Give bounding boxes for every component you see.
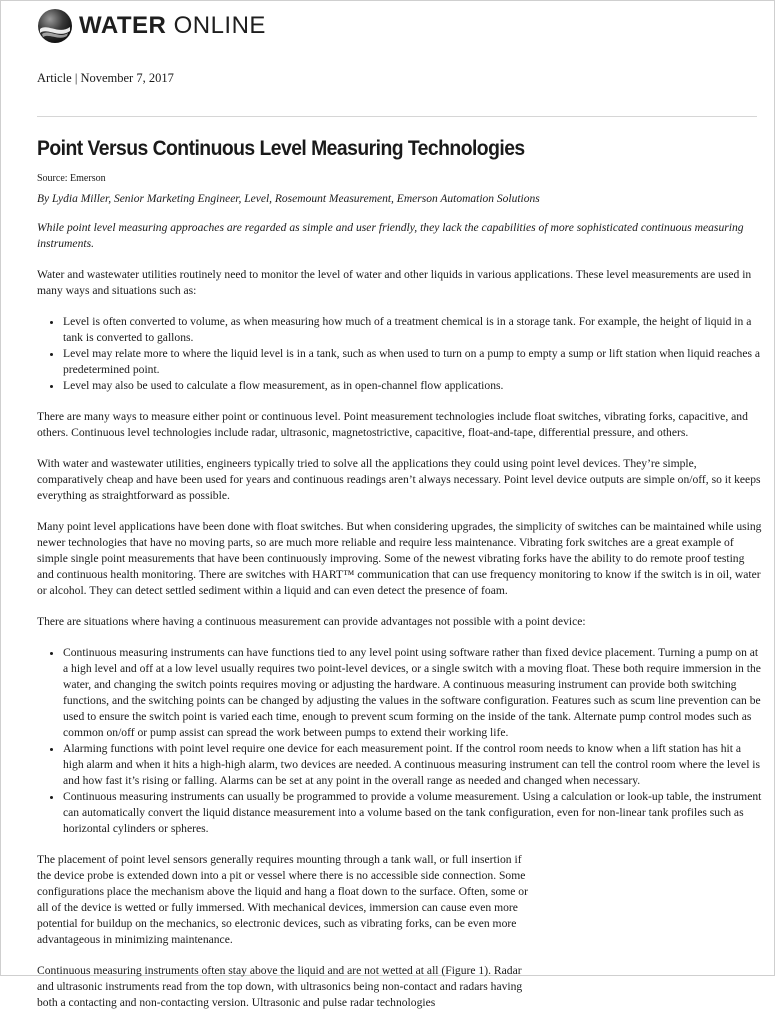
page-title: Point Versus Continuous Level Measuring Technologies: [37, 136, 525, 160]
logo-word-online: ONLINE: [173, 12, 266, 39]
list-item: • Level may relate more to where the liquid level is in a tank, such as when used to turn on a pump to empty a sump or lift station when liquid reaches a predetermined point.: [63, 346, 763, 378]
paragraph: Continuous measuring instruments often stay above the liquid and are not wetted at all (Figure 1). Radar and ultrasonic instruments read from the top down, with ultrasonics being non-contact and radars having both a contacting and non-contacting version. Ultrasonic and pulse radar technologies: [37, 964, 523, 1009]
paragraph: The placement of point level sensors generally requires mounting through a tank wall, or full insertion if the device probe is extended down into a pit or vessel where there is no accessible side connection. Some configurations place the mechanism above the liquid and hang a float down to the surface. Often, some or all of the device is wetted or fully immersed. With mechanical devices, immersion can cause even more potential for buildup on the mechanics, so electronic devices, such as vibrating forks, can be even more advantageous in minimizing maintenance.: [37, 853, 528, 946]
article-body: [37, 220, 763, 1026]
article-intro: While point level measuring approaches are regarded as simple and user friendly, they lack the capabilities of more sophisticated continuous measuring instruments.: [37, 221, 744, 250]
list-item: • Level may also be used to calculate a flow measurement, as in open-channel flow applications.: [63, 378, 763, 394]
paragraph: Many point level applications have been done with float switches. But when considering upgrades, the simplicity of switches can be maintained while using newer technologies that have no moving parts, so are much more reliable and require less maintenance. Vibrating fork switches are a great example of simple single point measurements that have been continuously improving. Some of the newest vibrating forks have the ability to do remote proof testing and continuous health monitoring. There are switches with HART™ communication that can use frequency monitoring to know if the switch is in oil, water or alcohol. They can detect settled sediment within a liquid and can even detect the presence of foam.: [37, 520, 762, 597]
logo-wordmark: [79, 12, 266, 40]
article-byline: By Lydia Miller, Senior Marketing Engineer, Level, Rosemount Measurement, Emerson Automation Solutions: [37, 193, 540, 205]
divider: [37, 116, 757, 117]
bullet-list: [37, 645, 763, 837]
list-item: • Alarming functions with point level require one device for each measurement point. If the control room needs to know when a lift station has hit a high alarm and when it hits a high-high alarm, two devices are needed. A continuous measuring instrument can tell the control room where the level is and how fast it’s rising or falling. Alarms can be set at any point in the overall range as needed and changed when necessary.: [63, 741, 763, 789]
paragraph: With water and wastewater utilities, engineers typically tried to solve all the applications they could using point level devices. They’re simple, comparatively cheap and have been used for years and continuous readings aren’t always necessary. Point level device outputs are simple on/off, so it keeps everything as straightforward as possible.: [37, 457, 761, 502]
paragraph: There are situations where having a continuous measurement can provide advantages not possible with a point device:: [37, 615, 586, 628]
water-online-logo[interactable]: [37, 8, 266, 44]
logo-word-water: WATER: [79, 12, 167, 39]
article-meta: Article | November 7, 2017: [37, 71, 174, 85]
article-source: Source: Emerson: [37, 173, 106, 184]
list-item: • Level is often converted to volume, as when measuring how much of a treatment chemical is in a storage tank. For example, the height of liquid in a tank is converted to gallons.: [63, 314, 763, 346]
list-item: • Continuous measuring instruments can have functions tied to any level point using software rather than fixed device placement. Turning a pump on at a high level and off at a low level usually requires two point-level devices, or a single switch with a moving float. These both require immersion in the water, and changing the switch points requires moving or adjusting the hardware. A continuous measuring instrument can provide both switching functions, and the switching points can be changed by adjusting the values in the software configuration. Features such as scum line prevention can be used to ensure the switch point is varied each time, enough to prevent scum forming on the inside of the tank. Alternate pump control modes such as common on/off or pump assist can spread the work between pumps to extend their working life.: [63, 645, 763, 741]
paragraph: Water and wastewater utilities routinely need to monitor the level of water and other liquids in various applications. These level measurements are used in many ways and situations such as:: [37, 268, 752, 297]
paragraph: There are many ways to measure either point or continuous level. Point measurement technologies include float switches, vibrating forks, capacitive, and others. Continuous level technologies include radar, ultrasonic, magnetostrictive, capacitive, float-and-tape, differential pressure, and others.: [37, 410, 748, 439]
list-item: • Continuous measuring instruments can usually be programmed to provide a volume measurement. Using a calculation or look-up table, the instrument can automatically convert the liquid distance measurement into a volume based on the tank configuration, even for non-linear tank profiles such as horizontal cylinders or spheres.: [63, 789, 763, 837]
globe-icon: [37, 8, 73, 44]
bullet-list: [37, 314, 763, 394]
